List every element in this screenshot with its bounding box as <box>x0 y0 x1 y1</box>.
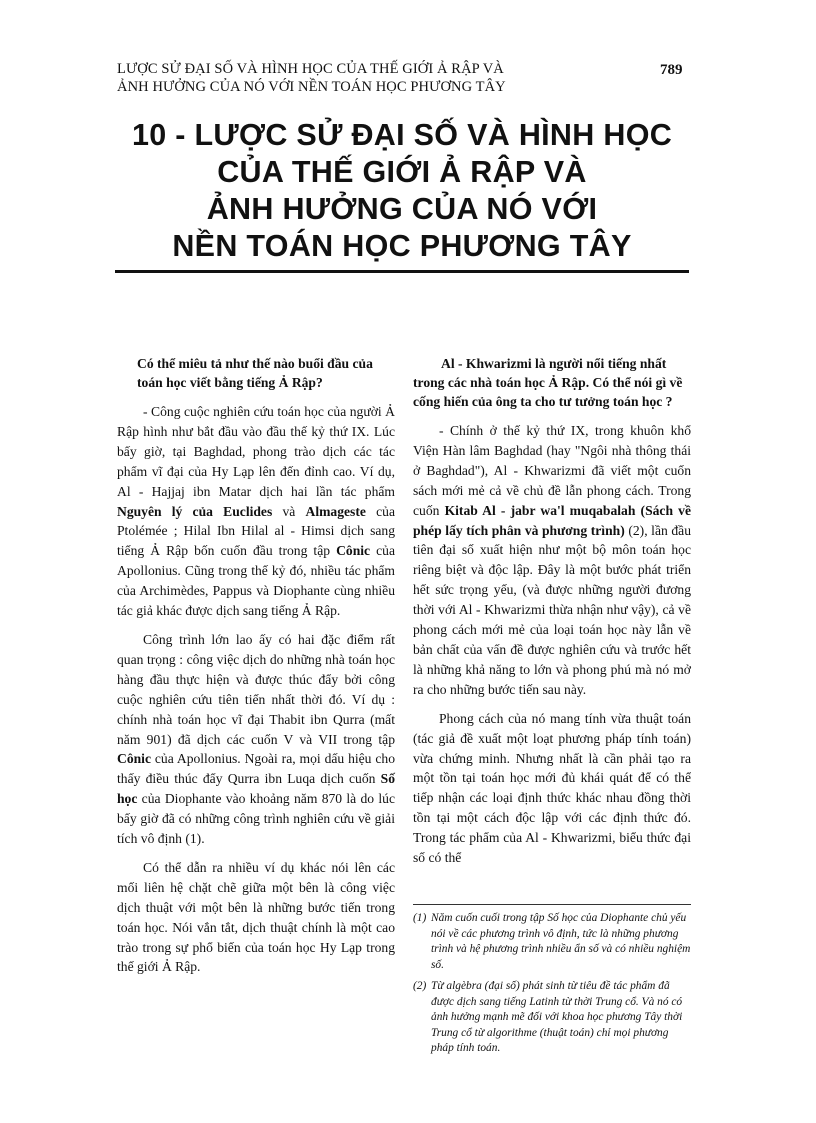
text-run: của Ptolémée ; Hilal Ibn Hilal al - Himsi dịch sang tiếng Ả Rập bốn cuốn đầu trong tập <box>117 503 395 559</box>
text-run: của Apollonius. Cũng trong thế kỷ đó, nhiều tác phẩm của Archimèdes, Pappus và Diophante cùng nhiều tác giả khác được dịch sang tiếng Ả Rập. <box>117 543 395 619</box>
page-number: 789 <box>660 62 683 78</box>
paragraph <box>117 630 395 849</box>
paragraph: Có thể dẫn ra nhiều ví dụ khác nói lên các mối liên hệ chặt chẽ giữa một bên là công việc dịch thuật với một bên là những bước tiến trong toán học. Nói vắn tắt, dịch thuật chính là một cao trào trong sự phổ biến của toán học Hy Lạp trong thế giới Ả Rập. <box>117 859 395 975</box>
footnote <box>413 979 691 1057</box>
work-title: Cônic <box>336 543 371 559</box>
text-run: - Chính ở thế kỷ thứ IX, trong khuôn khổ Viện Hàn lâm Baghdad (hay "Ngôi nhà thông thái ở Baghdad"), Al - Khwarizmi đã viết một cuốn sách mới mẻ cả về chủ đề lẫn phong cách. Trong cuốn <box>413 423 691 518</box>
question-heading: Có thể miêu tả như thế nào buổi đầu của toán học viết bằng tiếng Ả Rập? <box>137 356 373 390</box>
title-rule <box>115 270 689 273</box>
chapter-title-line-2: CỦA THẾ GIỚI Ả RẬP VÀ <box>217 155 587 189</box>
work-title: Cônic <box>117 751 151 767</box>
footnote <box>413 911 691 973</box>
running-head <box>117 60 637 96</box>
text-run: Công trình lớn lao ấy có hai đặc điểm rất quan trọng : công việc dịch do những nhà toán học hàng đầu thực hiện và được thúc đẩy bởi công cuộc nghiên cứu tiên tiến nhất thời đó. Ví dụ : chính nhà toán học vĩ đại Thabit ibn Qurra (mất năm 901) đã dịch các cuốn V và VII trong tập <box>117 631 395 747</box>
chapter-title-line-4: NỀN TOÁN HỌC PHƯƠNG TÂY <box>172 229 632 263</box>
chapter-title-line-1: 10 - LƯỢC SỬ ĐẠI SỐ VÀ HÌNH HỌC <box>131 118 673 152</box>
running-head-line-1: LƯỢC SỬ ĐẠI SỐ VÀ HÌNH HỌC CỦA THẾ GIỚI Ả RẬP VÀ <box>117 61 504 77</box>
work-title: Số học <box>117 771 395 807</box>
text-run: của Apollonius. Ngoài ra, mọi dấu hiệu cho thấy điều thúc đẩy Qurra ibn Luqa dịch cuốn <box>117 751 395 787</box>
chapter-title-line-3: ẢNH HƯỞNG CỦA NÓ VỚI <box>206 192 598 226</box>
work-title: Kitab Al - jabr wa'l muqabalah (Sách về phép lấy tích phân và phương trình) <box>413 502 691 538</box>
question-heading: Al - Khwarizmi là người nổi tiếng nhất trong các nhà toán học Ả Rập. Có thể nói gì về cống hiến của ông ta cho tư tưởng toán học ? <box>413 356 683 409</box>
chapter-title <box>117 117 687 265</box>
running-head-line-2: ẢNH HƯỞNG CỦA NÓ VỚI NỀN TOÁN HỌC PHƯƠNG TÂY <box>117 79 506 95</box>
footnote-mark: (2) <box>413 980 427 992</box>
footnotes <box>413 904 691 1063</box>
right-column <box>413 354 691 877</box>
work-title: Nguyên lý của Euclides <box>117 503 273 519</box>
paragraph <box>117 402 395 621</box>
text-run: (2), lần đầu tiên đại số xuất hiện như một bộ môn toán học riêng biệt và độc lập. Đây là một bước phát triển hết sức trọng yếu, (và được những người đương thời với Al - Khwarizmi thừa nhận như vậy), cả về phong cách mới mẻ của loại toán học này lẫn về bản chất của vấn đề được nghiên cứu và trước hết là những khả năng to lớn và phong phú mà nó mở ra cho những bước tiến sau này. <box>413 522 692 697</box>
paragraph <box>413 421 691 700</box>
left-column <box>117 354 395 986</box>
paragraph: Phong cách của nó mang tính vừa thuật toán (tác giả đề xuất một loạt phương pháp tính toán) vừa chứng minh. Nhưng nhất là cần phải tạo ra một tồn tại toán học mới đủ khái quát để có thể tiếp nhận các loại định thức khác nhau đồng thời tồn tại một cách độc lập với các định thức đó. Trong tác phẩm của Al - Khwarizmi, biểu thức đại số có thể <box>413 710 691 866</box>
footnote-text: Năm cuốn cuối trong tập Số học của Diophante chủ yếu nói về các phương trình vô định, tức là những phương trình và hệ phương trình nhiều ẩn số và có nhiều nghiệm số. <box>431 912 691 971</box>
footnote-mark: (1) <box>413 912 427 924</box>
text-run: - Công cuộc nghiên cứu toán học của người Ả Rập hình như bắt đầu vào đầu thế kỷ thứ IX. Lúc bấy giờ, tại Baghdad, phong trào dịch các tác phẩm vĩ đại của Hy Lạp lên đến đỉnh cao. Ví dụ, Al - Hajjaj ibn Matar dịch hai lần tác phẩm <box>117 404 395 499</box>
work-title: Almageste <box>305 503 366 519</box>
text-run: và <box>272 503 306 519</box>
text-run: của Diophante vào khoảng năm 870 là do lúc bấy giờ đã có những công trình nghiên cứu về giải tích vô định (1). <box>117 791 395 847</box>
footnote-text: Từ algèbra (đại số) phát sinh từ tiêu đề tác phẩm đã được dịch sang tiếng Latinh từ thời Trung cổ. Và nó có ảnh hưởng mạnh mẽ đối với khoa học phương Tây thời Trung cổ từ algorithme (thuật toán) chỉ mọi phương pháp tính toán. <box>431 980 683 1054</box>
